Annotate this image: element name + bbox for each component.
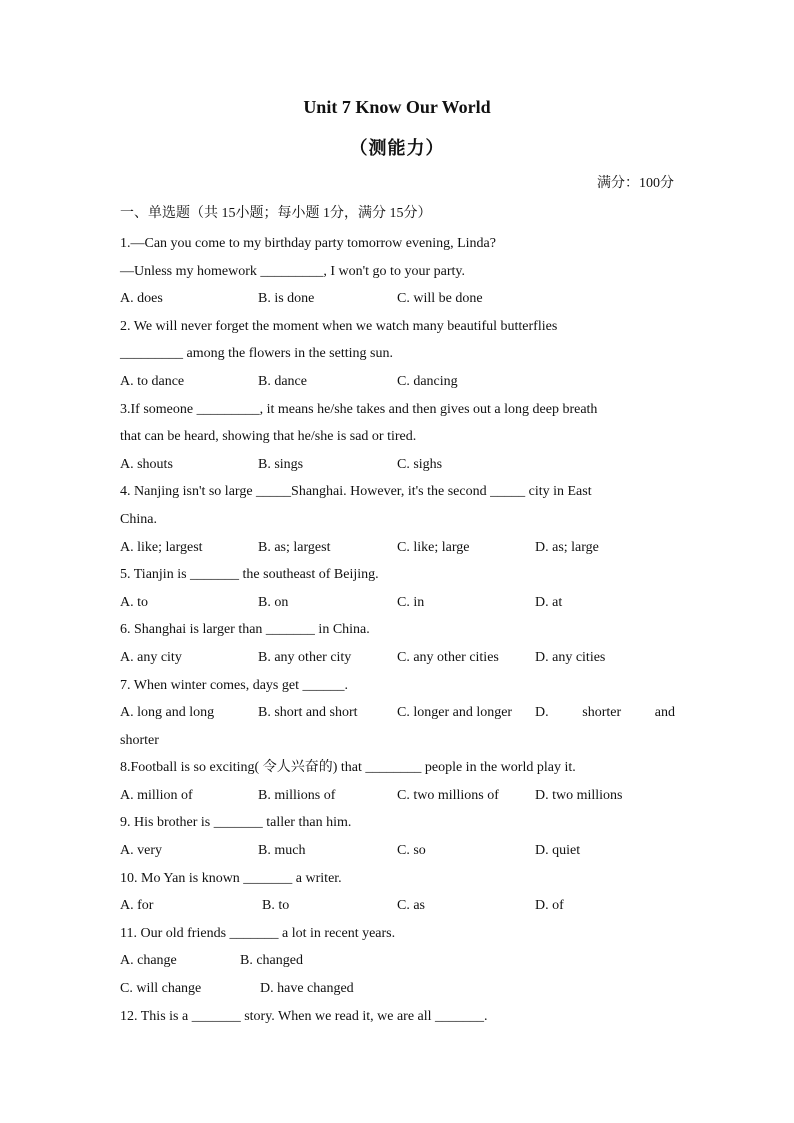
q8-option-a[interactable]: A. million of — [120, 787, 193, 803]
q7-option-a[interactable]: A. long and long — [120, 705, 215, 721]
question-10-stem: 10. Mo Yan is known _______ a writer. — [120, 870, 342, 886]
question-3-stem-cont: that can be heard, showing that he/she is sad or tired. — [120, 429, 417, 445]
q7-option-d-cont: shorter — [120, 732, 159, 748]
q5-option-c[interactable]: C. in — [397, 594, 425, 610]
page-subtitle: （测能力） — [349, 138, 445, 158]
total-score: 满分：100分 — [597, 176, 674, 191]
question-11-options-row2 — [120, 975, 675, 1003]
q6-option-c[interactable]: C. any other cities — [397, 649, 499, 665]
q3-option-a[interactable]: A. shouts — [120, 456, 173, 472]
q11-option-a[interactable]: A. change — [120, 953, 177, 969]
q6-option-b[interactable]: B. any other city — [258, 649, 352, 665]
question-3-options — [120, 451, 675, 479]
q7-option-b[interactable]: B. short and short — [258, 705, 358, 721]
q11-option-c[interactable]: C. will change — [120, 981, 202, 997]
q10-option-b[interactable]: B. to — [262, 898, 290, 914]
question-4-stem: 4. Nanjing isn't so large _____Shanghai. However, it's the second _____ city in East — [120, 484, 592, 500]
question-8-options — [120, 782, 675, 810]
q4-option-a[interactable]: A. like; largest — [120, 539, 203, 555]
q8-option-c[interactable]: C. two millions of — [397, 787, 499, 803]
q7-option-d-word2: and — [654, 705, 675, 721]
q5-option-b[interactable]: B. on — [258, 594, 289, 610]
q7-option-d[interactable] — [535, 699, 675, 727]
q10-option-c[interactable]: C. as — [397, 898, 425, 914]
question-11-options-row1 — [120, 947, 675, 975]
q9-option-a[interactable]: A. very — [120, 843, 162, 859]
q10-option-d[interactable]: D. of — [535, 898, 564, 914]
q2-option-c[interactable]: C. dancing — [397, 373, 458, 389]
q4-option-b[interactable]: B. as; largest — [258, 539, 331, 555]
question-5-options — [120, 589, 675, 617]
question-2-options — [120, 368, 675, 396]
q9-option-c[interactable]: C. so — [397, 843, 426, 859]
question-8-stem: 8.Football is so exciting( 令人兴奋的) that ________ people in the world play it. — [120, 760, 576, 776]
question-1-stem-cont: —Unless my homework _________, I won't go to your party. — [120, 263, 465, 279]
question-2-stem-cont: _________ among the flowers in the setting sun. — [120, 346, 393, 362]
q7-option-c[interactable]: C. longer and longer — [397, 705, 513, 721]
question-9-options — [120, 837, 675, 865]
q6-option-d[interactable]: D. any cities — [535, 649, 606, 665]
question-10-options — [120, 892, 675, 920]
q4-option-d[interactable]: D. as; large — [535, 539, 599, 555]
question-4-stem-cont: China. — [120, 511, 157, 527]
q2-option-a[interactable]: A. to dance — [120, 373, 185, 389]
q8-option-d[interactable]: D. two millions — [535, 787, 623, 803]
q10-option-a[interactable]: A. for — [120, 898, 154, 914]
question-7-options — [120, 699, 675, 727]
q7-option-d-word1: shorter — [582, 705, 622, 721]
question-11-stem: 11. Our old friends _______ a lot in recent years. — [120, 925, 396, 941]
question-1-options — [120, 285, 675, 313]
question-9-stem: 9. His brother is _______ taller than him. — [120, 815, 352, 831]
q11-option-d[interactable]: D. have changed — [260, 981, 354, 997]
q2-option-b[interactable]: B. dance — [258, 373, 307, 389]
q7-option-d-letter: D. — [535, 705, 549, 721]
q4-option-c[interactable]: C. like; large — [397, 539, 470, 555]
question-4-options — [120, 534, 675, 562]
question-3-stem: 3.If someone _________, it means he/she takes and then gives out a long deep breath — [120, 401, 598, 417]
q3-option-c[interactable]: C. sighs — [397, 456, 443, 472]
question-5-stem: 5. Tianjin is _______ the southeast of Beijing. — [120, 567, 379, 583]
q8-option-b[interactable]: B. millions of — [258, 787, 336, 803]
section-heading: 一、单选题（共 15小题；每小题 1分，满分 15分） — [120, 206, 432, 221]
q6-option-a[interactable]: A. any city — [120, 649, 182, 665]
question-1-stem: 1.—Can you come to my birthday party tomorrow evening, Linda? — [120, 236, 496, 251]
q1-option-c[interactable]: C. will be done — [397, 291, 483, 307]
q1-option-b[interactable]: B. is done — [258, 291, 315, 307]
question-list — [120, 230, 675, 1030]
q5-option-a[interactable]: A. to — [120, 594, 148, 610]
q11-option-b[interactable]: B. changed — [240, 953, 303, 969]
q9-option-d[interactable]: D. quiet — [535, 843, 581, 859]
question-7-stem: 7. When winter comes, days get ______. — [120, 677, 348, 693]
q5-option-d[interactable]: D. at — [535, 594, 563, 610]
question-2-stem: 2. We will never forget the moment when we watch many beautiful butterflies — [120, 318, 558, 334]
question-6-stem: 6. Shanghai is larger than _______ in China. — [120, 622, 370, 638]
q1-option-a[interactable]: A. does — [120, 291, 163, 307]
question-12-stem: 12. This is a _______ story. When we read it, we are all _______. — [120, 1008, 488, 1024]
question-6-options — [120, 644, 675, 672]
q3-option-b[interactable]: B. sings — [258, 456, 304, 472]
q9-option-b[interactable]: B. much — [258, 843, 306, 859]
page-title: Unit 7 Know Our World — [303, 97, 491, 117]
